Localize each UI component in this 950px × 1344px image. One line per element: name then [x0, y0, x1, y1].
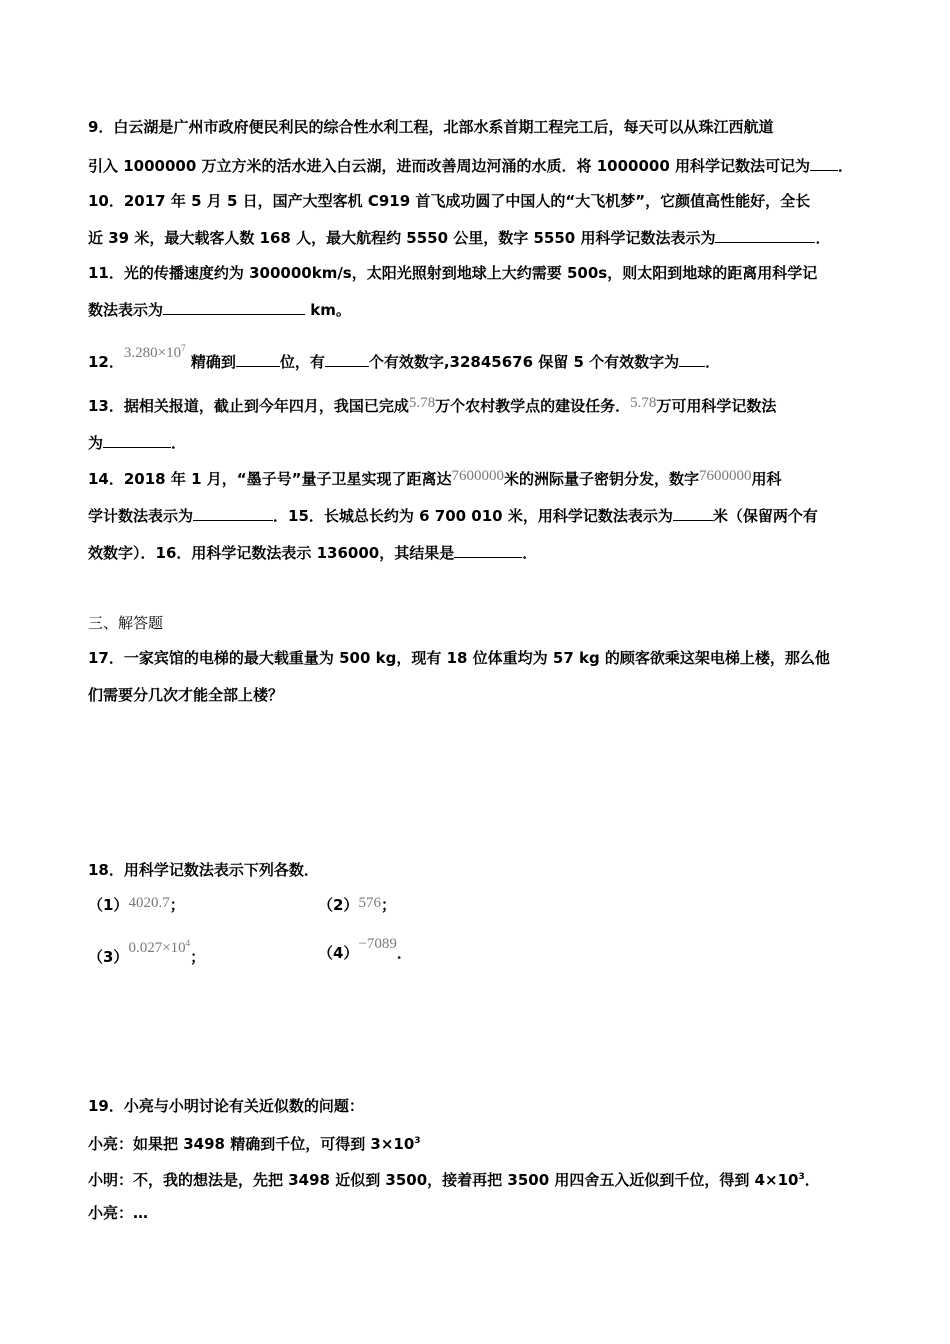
q11-line-2 [88, 300, 351, 320]
q19-line-2-text: 小明：不，我的想法是，先把 3498 近似到 3500，接着再把 3500 用四舍五入近似到千位，得到 4×10 [88, 1171, 799, 1189]
q18-item-4-suffix: ． [396, 944, 412, 962]
q13-text-b: 万个农村教学点的建设任务． [435, 397, 631, 415]
q11-answer-blank [163, 300, 305, 315]
q12-blank-1 [236, 352, 280, 367]
q18-item-4-math: −7089 [358, 936, 397, 952]
q19-line-2-end: ． [804, 1171, 820, 1189]
q9-line-1: 9．白云湖是广州市政府便民利民的综合性水利工程，北部水系首期工程完工后，每天可以从珠江西航道 [88, 118, 774, 136]
q14-text-a: 14．2018 年 1 月，“墨子号”量子卫星实现了距离达 [88, 470, 452, 488]
q14-answer-blank [193, 506, 273, 521]
q9-answer-blank [810, 156, 838, 171]
q11-end: km。 [305, 301, 351, 319]
q19-line-3: 小亮：… [88, 1204, 149, 1222]
q13-text-a: 13．据相关报道，截止到今年四月，我国已完成 [88, 397, 409, 415]
section-heading: 三、解答题 [88, 614, 164, 632]
q13-line-2 [88, 433, 186, 453]
q13-text-d: 为 [88, 434, 104, 452]
q18-item-3-label: （3） [88, 948, 129, 966]
q18-item-2-label: （2） [318, 896, 359, 914]
q15-text: ．15．长城总长约为 6 700 010 米，用科学记数法表示为 [273, 507, 673, 525]
q10-end: ． [815, 229, 831, 247]
q14-line-1 [88, 469, 781, 490]
q18-item-3-math-exp: 4 [185, 938, 191, 948]
q14-math-1: 7600000 [451, 468, 504, 484]
q18-item-1-label: （1） [88, 896, 129, 914]
q18-item-2-suffix: ； [380, 896, 396, 914]
q9-end: ． [838, 157, 854, 175]
q18-item-1-math: 4020.7 [128, 895, 170, 911]
q16-text: 效数字）．16．用科学记数法表示 136000，其结果是 [88, 544, 455, 562]
q12-end: ． [705, 353, 721, 371]
q17-line-1: 17．一家宾馆的电梯的最大载重量为 500 kg，现有 18 位体重均为 57 kg 的顾客欲乘这架电梯上楼，那么他 [88, 649, 830, 667]
q18-item-2-math: 576 [358, 895, 381, 911]
q12-math-base: 3.280×10 [123, 345, 182, 361]
q18-item-3-math [128, 940, 190, 956]
q14-text-d: 学计数法表示为 [88, 507, 194, 525]
q12-line [88, 343, 721, 373]
q16-answer-blank [454, 543, 522, 558]
q18-title: 18．用科学记数法表示下列各数． [88, 861, 319, 879]
q12-math-exp: 7 [181, 343, 186, 353]
q10-answer-blank [715, 228, 815, 243]
q19-line-2 [88, 1167, 820, 1190]
q10-text: 近 39 米，最大载客人数 168 人，最大航程约 5550 公里，数字 5550 用科学记数法表示为 [88, 229, 716, 247]
q19-line-1 [88, 1131, 421, 1154]
q17-line-2: 们需要分几次才能全部上楼？ [88, 686, 284, 704]
q13-text-c: 万可用科学记数法 [656, 397, 777, 415]
q19-line-1-exp: 3 [414, 1136, 421, 1146]
q18-item-3-suffix: ； [190, 948, 206, 966]
q12-blank-2 [325, 352, 369, 367]
q14-math-2: 7600000 [698, 468, 752, 484]
q19-line-2-exp: 3 [798, 1172, 805, 1182]
q12-math [124, 345, 186, 361]
q12-text-a: 精确到 [190, 353, 236, 371]
q15-answer-blank [673, 506, 713, 521]
q15-end: 米（保留两个有 [712, 507, 818, 525]
q13-line-1 [88, 396, 776, 417]
q19-line-1-text: 小亮：如果把 3498 精确到千位，可得到 3×10 [88, 1135, 415, 1153]
q10-line-1: 10．2017 年 5 月 5 日，国产大型客机 C919 首飞成功圆了中国人的“大飞机梦”，它颜值高性能好，全长 [88, 192, 811, 210]
q13-answer-blank [103, 433, 171, 448]
q18-item-1 [88, 895, 185, 916]
q12-number: 12． [88, 353, 124, 371]
q12-text-c: 个有效数字,32845676 保留 5 个有效数字为 [368, 353, 680, 371]
q18-item-2 [318, 895, 396, 916]
q18-item-4-label: （4） [318, 944, 359, 962]
q14-text-b: 米的洲际量子密钥分发，数字 [503, 470, 699, 488]
q18-item-4 [318, 936, 412, 964]
q16-end: ． [522, 544, 538, 562]
q10-line-2 [88, 228, 830, 248]
q16-line [88, 543, 537, 563]
q11-line-1: 11．光的传播速度约为 300000km/s，太阳光照射到地球上大约需要 500s，则太阳到地球的距离用科学记 [88, 264, 818, 282]
q13-math-1: 5.78 [408, 395, 436, 411]
q12-blank-3 [679, 352, 705, 367]
q11-text: 数法表示为 [88, 301, 164, 319]
q13-math-2: 5.78 [630, 395, 657, 411]
q19-title: 19．小亮与小明讨论有关近似数的问题： [88, 1097, 364, 1115]
q14-text-c: 用科 [751, 470, 782, 488]
q9-text: 引入 1000000 万立方米的活水进入白云湖，进而改善周边河涌的水质．将 1000000 用科学记数法可记为 [88, 157, 811, 175]
q9-line-2 [88, 156, 853, 176]
q12-text-b: 位，有 [279, 353, 325, 371]
q18-item-1-suffix: ； [169, 896, 185, 914]
q14-q15-line [88, 506, 818, 526]
q13-end: ． [171, 434, 187, 452]
q18-item-3 [88, 938, 206, 968]
q18-item-3-math-base: 0.027×10 [128, 940, 186, 956]
